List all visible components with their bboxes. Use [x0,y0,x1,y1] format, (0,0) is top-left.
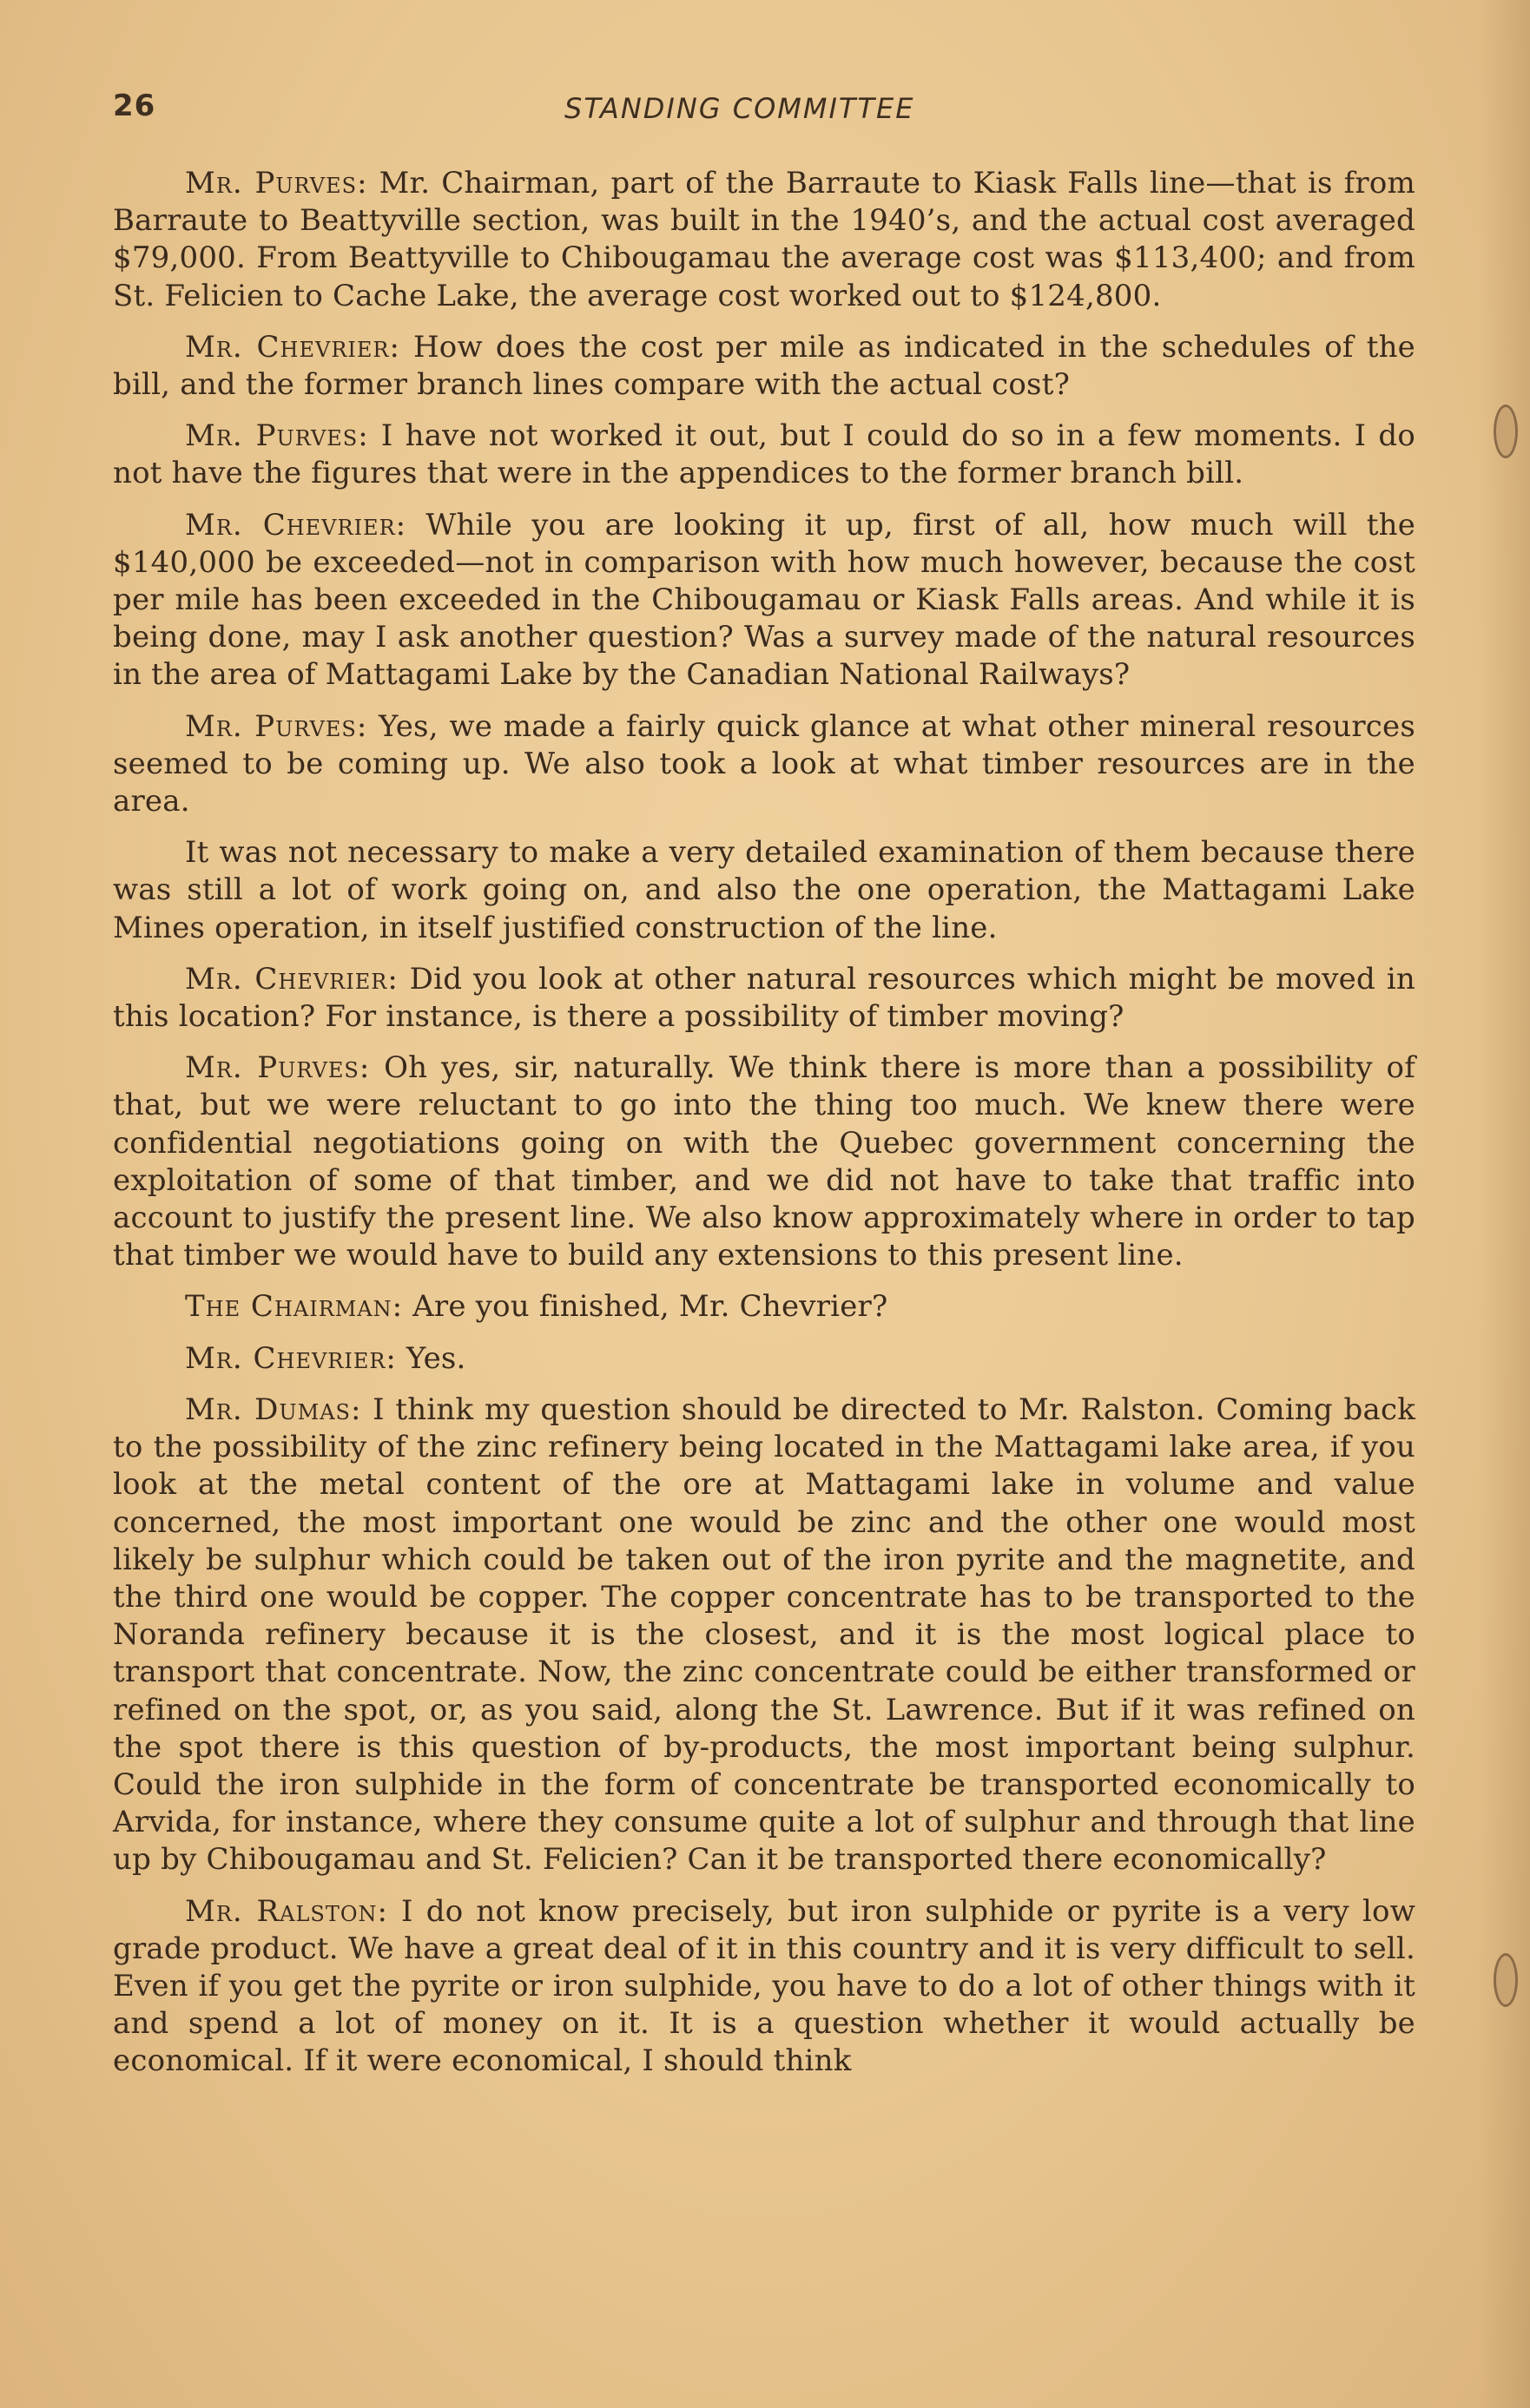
paragraph-text: I have not worked it out, but I could do so in a few moments. I do not have the figures that were in the appendices to the former branch bill. [113,418,1415,491]
paragraph [113,1049,1415,1274]
speaker-name: Mr. Purves: [185,418,369,454]
paragraph [113,834,1415,947]
paragraph [113,418,1415,492]
binding-hole-top [1494,405,1518,458]
paragraph-text: Oh yes, sir, naturally. We think there is more than a possibility of that, but we were reluctant to go into the thing too much. We knew there were confidential negotiations going on with the Quebec government concerning the exploitation of some of that timber, and we did not have to take that traffic into account to justify the present line. We also know approximately where in order to tap that timber we would have to build any extensions to this present line. [113,1050,1415,1273]
paragraph-text: Mr. Chairman, part of the Barraute to Kiask Falls line—that is from Barraute to Beattyville section, was built in the 1940’s, and the actual cost averaged $79,000. From Beattyville to Chibougamau the average cost was $113,400; and from St. Felicien to Cache Lake, the average cost worked out to $124,800. [113,166,1415,313]
page-number: 26 [113,89,156,123]
speaker-name: Mr. Ralston: [185,1893,388,1929]
paragraph [113,1893,1415,2081]
paragraph [113,708,1415,821]
paragraph [113,1288,1415,1326]
speaker-name: Mr. Dumas: [185,1392,362,1427]
paragraph-text: While you are looking it up, first of all, how much will the $140,000 be exceeded—not in comparison with how much however, because the cost per mile has been exceeded in the Chibougamau or Kiask Falls areas. And while it is being done, may I ask another question? Was a survey made of the natural resources in the area of Mattagami Lake by the Canadian National Railways? [113,507,1416,693]
paragraph-text: How does the cost per mile as indicated in the schedules of the bill, and the former branch lines compare with the actual cost? [113,329,1415,403]
speaker-name: Mr. Chevrier: [185,507,407,543]
paragraph-text: Yes. [396,1340,466,1376]
speaker-name: Mr. Chevrier: [185,1340,397,1376]
paragraph [113,329,1415,404]
speaker-name: Mr. Purves: [185,166,368,201]
speaker-name: Mr. Chevrier: [185,329,400,365]
paragraph [113,1340,1415,1378]
paragraph-text: It was not necessary to make a very detailed examination of them because there was still a lot of work going on, and also the one operation, the Mattagami Lake Mines operation, in itself justified construction of the line. [113,835,1415,945]
paragraph-text: Are you finished, Mr. Chevrier? [403,1289,888,1325]
page-header [113,89,1415,132]
paragraph [113,1392,1415,1879]
paragraph-text: I think my question should be directed to Mr. Ralston. Coming back to the possibility of the zinc refinery being located in the Mattagami lake area, if you look at the metal content of the ore at Mattagami lake in volume and value concerned, the most important one would be zinc and the other one would most likely be sulphur which could be taken out of the iron pyrite and the magnetite, and the third one would be copper. The copper concentrate has to be transported to the Noranda refinery because it is the closest, and it is the most logical place to transport that concentrate. Now, the zinc concentrate could be either transformed or refined on the spot, or, as you said, along the St. Lawrence. But if it was refined on the spot there is this question of by-products, the most important being sulphur. Could the iron sulphide in the form of concentrate be transported economically to Arvida, for instance, where they consume quite a lot of sulphur and through that line up by Chibougamau and St. Felicien? Can it be transported there economically? [113,1392,1415,1878]
paragraph [113,165,1415,315]
transcript-body [113,165,1415,2095]
speaker-name: Mr. Purves: [185,1050,371,1086]
binding-hole-bottom [1494,1953,1518,2007]
paragraph-text: I do not know precisely, but iron sulphide or pyrite is a very low grade product. We have a great deal of it in this country and it is very difficult to sell. Even if you get the pyrite or iron sulphide, you have to do a lot of other things with it and spend a lot of money on it. It is a question whether it would actually be economical. If it were economical, I should think [113,1893,1415,2079]
paragraph-text: Did you look at other natural resources which might be moved in this location? For instance, is there a possibility of timber moving? [113,961,1415,1035]
page-edge-shadow [1478,0,1530,2408]
running-title: STANDING COMMITTEE [564,92,915,125]
speaker-name: Mr. Purves: [185,708,368,744]
speaker-name: The Chairman: [185,1289,404,1325]
speaker-name: Mr. Chevrier: [185,961,399,997]
paragraph-text: Yes, we made a fairly quick glance at what other mineral resources seemed to be coming up. We also took a look at what timber resources are in the area. [113,708,1415,819]
paragraph [113,507,1415,694]
paragraph [113,961,1415,1036]
